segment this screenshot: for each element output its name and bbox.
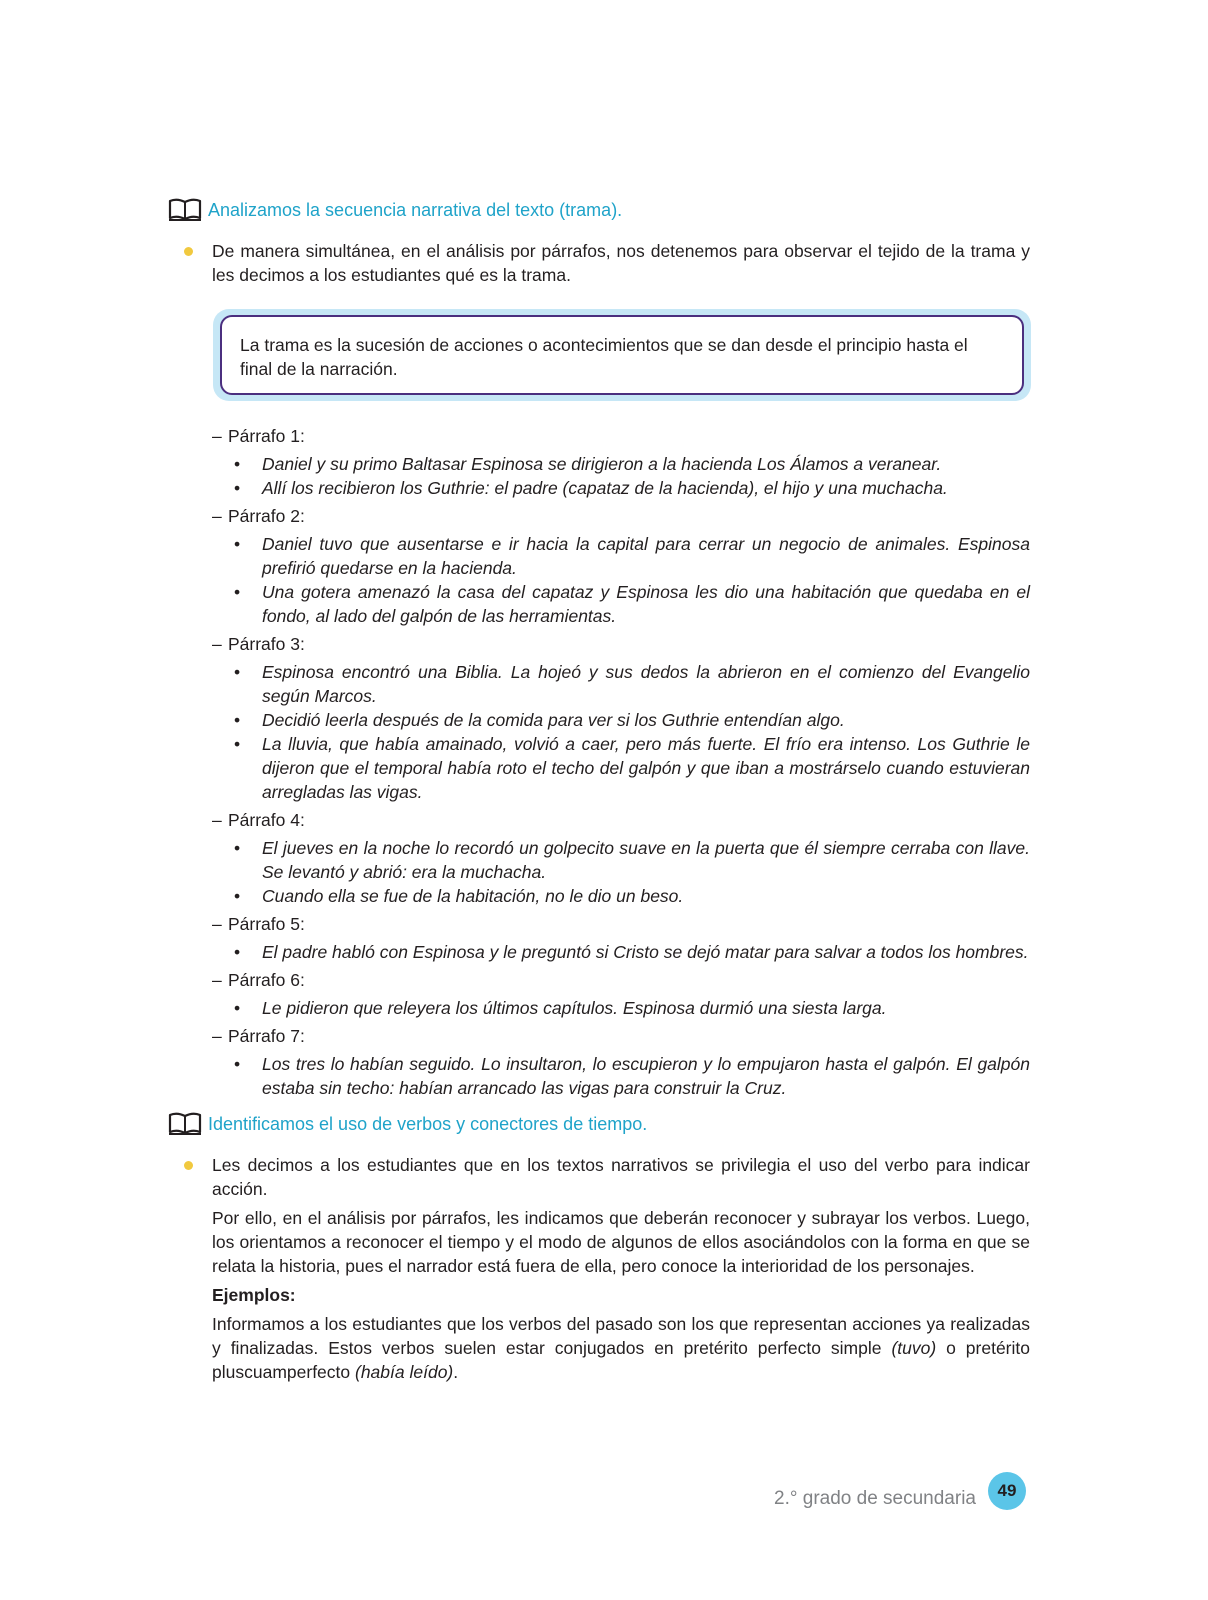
bullet-dot-icon [184,247,193,256]
verbs-bullet [212,1153,1030,1384]
bullet-marker: • [234,582,241,602]
event-text: Daniel y su primo Baltasar Espinosa se dirigieron a la hacienda Los Álamos a veranear. [262,454,942,474]
bullet-marker: • [234,886,241,906]
event-text: La lluvia, que había amainado, volvió a caer, pero más fuerte. El frío era intenso. Los Guthrie le dijeron que el temporal había roto el techo del galpón y que iban a mostrárselo cuando estuvieran arregladas las vigas. [262,734,1030,802]
open-book-icon [168,198,202,222]
verbs-paragraph: Por ello, en el análisis por párrafos, les indicamos que deberán reconocer y subrayar los verbos. Luego, los orientamos a reconocer el tiempo y el modo de algunos de ellos asociándolos con la forma en que se relata la historia, pues el narrador está fuera de ella, pero conoce la interioridad de los personajes. [212,1208,1030,1276]
verbs-intro: Les decimos a los estudiantes que en los textos narrativos se privilegia el uso del verbo para indicar acción. [212,1155,1030,1199]
paragraph-label-text: Párrafo 6: [228,970,305,990]
event-text: El jueves en la noche lo recordó un golpecito suave en la puerta que él siempre cerraba con llave. Se levantó y abrió: era la muchacha. [262,838,1030,882]
event-item [212,836,1030,884]
event-item [212,884,1030,908]
paragraph-label [212,504,1030,528]
event-list [212,996,1030,1020]
dash-marker: – [212,1026,222,1046]
section-heading-text: Analizamos la secuencia narrativa del texto (trama). [208,199,623,220]
definition-text: La trama es la sucesión de acciones o acontecimientos que se dan desde el principio hasta el final de la narración. [220,315,1024,395]
bullet-marker: • [234,710,241,730]
paragraph-label-text: Párrafo 7: [228,1026,305,1046]
intro-bullet [212,239,1030,287]
paragraph-label [212,632,1030,656]
paragraph-label [212,808,1030,832]
grade-label: 2.° grado de secundaria [774,1488,976,1509]
section-heading-text: Identificamos el uso de verbos y conectores de tiempo. [208,1113,648,1134]
intro-text: De manera simultánea, en el análisis por párrafos, nos detenemos para observar el tejido de la trama y les decimos a los estudiantes qué es la trama. [212,241,1030,285]
paragraph-label [212,1024,1030,1048]
event-item [212,732,1030,804]
event-list [212,836,1030,908]
bullet-marker: • [234,942,241,962]
paragraph-label [212,424,1030,448]
bullet-marker: • [234,534,241,554]
dash-marker: – [212,810,222,830]
event-item [212,476,1030,500]
plot-list [212,420,1030,1100]
examples-text-b: o pretérito pluscuamperfecto [212,1338,1030,1382]
event-item [212,708,1030,732]
paragraph-label-text: Párrafo 3: [228,634,305,654]
event-text: Una gotera amenazó la casa del capataz y Espinosa les dio una habitación que quedaba en el fondo, al lado del galpón de las herramientas. [262,582,1030,626]
paragraph-label-text: Párrafo 1: [228,426,305,446]
bullet-marker: • [234,478,241,498]
event-item [212,940,1030,964]
paragraph-label [212,912,1030,936]
event-item [212,996,1030,1020]
event-text: Le pidieron que releyera los últimos capítulos. Espinosa durmió una siesta larga. [262,998,887,1018]
event-list [212,532,1030,628]
event-item [212,660,1030,708]
event-text: Allí los recibieron los Guthrie: el padre (capataz de la hacienda), el hijo y una muchacha. [262,478,948,498]
event-list [212,940,1030,964]
event-list [212,660,1030,804]
bullet-marker: • [234,838,241,858]
bullet-marker: • [234,734,241,754]
section-heading-plot [168,198,622,222]
event-text: El padre habló con Espinosa y le preguntó si Cristo se dejó matar para salvar a todos los hombres. [262,942,1029,962]
bullet-marker: • [234,998,241,1018]
bullet-marker: • [234,1054,241,1074]
open-book-icon [168,1112,202,1136]
examples-paragraph [212,1312,1030,1384]
section-heading-verbs [168,1112,647,1136]
example-tuvo: (tuvo) [891,1338,937,1358]
examples-text-a: Informamos a los estudiantes que los verbos del pasado son los que representan acciones ya realizadas y finalizadas. Estos verbos suelen estar conjugados en pretérito perfecto simple [212,1314,1030,1358]
paragraph-label-text: Párrafo 2: [228,506,305,526]
event-list [212,452,1030,500]
examples-label: Ejemplos: [212,1285,296,1305]
definition-box [213,309,1031,401]
bullet-marker: • [234,662,241,682]
event-text: Los tres lo habían seguido. Lo insultaron, lo escupieron y lo empujaron hasta el galpón. El galpón estaba sin techo: habían arrancado las vigas para construir la Cruz. [262,1054,1030,1098]
dash-marker: – [212,426,222,446]
event-list [212,1052,1030,1100]
bullet-marker: • [234,454,241,474]
dash-marker: – [212,970,222,990]
event-text: Decidió leerla después de la comida para ver si los Guthrie entendían algo. [262,710,845,730]
event-item [212,580,1030,628]
event-item [212,1052,1030,1100]
dash-marker: – [212,506,222,526]
event-item [212,452,1030,476]
dash-marker: – [212,634,222,654]
bullet-dot-icon [184,1161,193,1170]
event-text: Daniel tuvo que ausentarse e ir hacia la capital para cerrar un negocio de animales. Espinosa prefirió quedarse en la hacienda. [262,534,1030,578]
dash-marker: – [212,914,222,934]
page-number-badge: 49 [988,1472,1026,1510]
event-text: Espinosa encontró una Biblia. La hojeó y sus dedos la abrieron en el comienzo del Evangelio según Marcos. [262,662,1030,706]
paragraph-label [212,968,1030,992]
example-habia-leido: (había leído) [355,1362,454,1382]
event-text: Cuando ella se fue de la habitación, no le dio un beso. [262,886,684,906]
paragraph-label-text: Párrafo 4: [228,810,305,830]
paragraph-label-text: Párrafo 5: [228,914,305,934]
examples-text-c: . [453,1362,459,1382]
event-item [212,532,1030,580]
